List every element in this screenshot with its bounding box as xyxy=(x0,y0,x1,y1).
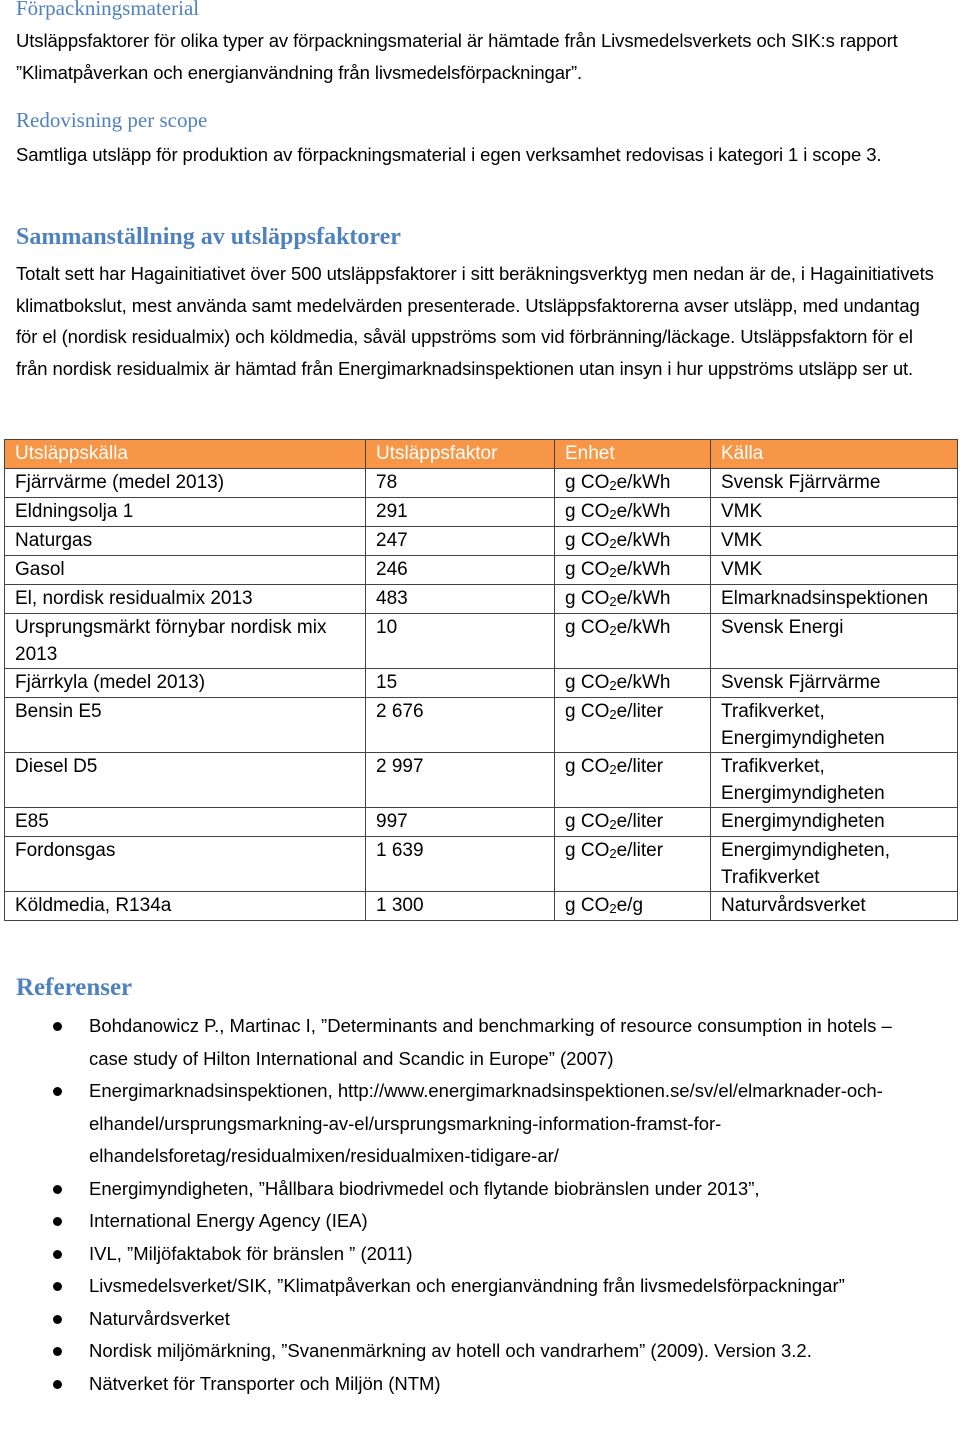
unit-suffix: e/liter xyxy=(616,811,664,832)
cell-unit xyxy=(555,753,711,808)
reference-text: Livsmedelsverket/SIK, ”Klimatpåverkan och energianvändning från livsmedelsförpackningar” xyxy=(89,1275,845,1296)
cell-reference: Trafikverket, Energimyndigheten xyxy=(711,698,958,753)
header-unit: Enhet xyxy=(555,440,711,469)
table-row xyxy=(5,498,958,527)
cell-reference: Svensk Energi xyxy=(711,614,958,669)
cell-unit xyxy=(555,527,711,556)
cell-reference: Trafikverket, Energimyndigheten xyxy=(711,753,958,808)
unit-prefix: g CO xyxy=(565,672,610,693)
cell-factor: 2 997 xyxy=(366,753,555,808)
unit-subscript: 2 xyxy=(609,707,617,722)
unit-suffix: e/kWh xyxy=(616,588,671,609)
unit-suffix: e/kWh xyxy=(616,530,671,551)
table-row xyxy=(5,556,958,585)
cell-source: Bensin E5 xyxy=(5,698,366,753)
reference-text: Energimarknadsinspektionen, http://www.energimarknadsinspektionen.se/sv/el/elmarknader-och-elhandel/ursprungsmarkning-av-el/ursprungsmarkning-information-framst-for-elhandelsforetag/residualmixen/residualmixen-tidigare-ar/ xyxy=(89,1080,883,1166)
cell-unit xyxy=(555,837,711,892)
cell-unit xyxy=(555,698,711,753)
table-row xyxy=(5,614,958,669)
unit-suffix: e/kWh xyxy=(616,559,671,580)
unit-subscript: 2 xyxy=(609,901,617,916)
cell-factor: 246 xyxy=(366,556,555,585)
paragraph-summary: Totalt sett har Hagainitiativet över 500 utsläppsfaktorer i sitt beräkningsverktyg men nedan är de, i Hagainitiativets klimatbokslut, mest använda samt medelvärden presenterade. Utsläppsfaktorerna avser utsläpp, med undantag för el (nordisk residualmix) och köldmedia, såväl uppströms som vid förbränning/läckage. Utsläppsfaktorn för el från nordisk residualmix är hämtad från Energimarknadsinspektionen utan insyn i hur uppströms utsläpp ser ut. xyxy=(16,263,934,379)
cell-unit xyxy=(555,892,711,921)
reference-item xyxy=(0,1238,929,1271)
table-row xyxy=(5,753,958,808)
reference-item xyxy=(0,1368,929,1401)
unit-prefix: g CO xyxy=(565,472,610,493)
unit-prefix: g CO xyxy=(565,559,610,580)
table-row xyxy=(5,469,958,498)
reference-text: Nätverket för Transporter och Miljön (NTM) xyxy=(89,1372,441,1394)
bullet-icon xyxy=(53,1282,62,1291)
reference-item xyxy=(0,1335,929,1368)
unit-subscript: 2 xyxy=(609,762,617,777)
cell-reference: Elmarknadsinspektionen xyxy=(711,585,958,614)
paragraph-packaging: Utsläppsfaktorer för olika typer av förpackningsmaterial är hämtade från Livsmedelsverkets och SIK:s rapport ”Klimatpåverkan och energianvändning från livsmedelsförpackningar”. xyxy=(16,30,898,83)
table-header-row xyxy=(5,440,958,469)
references-list xyxy=(0,1010,960,1400)
header-factor: Utsläppsfaktor xyxy=(366,440,555,469)
cell-reference: VMK xyxy=(711,556,958,585)
cell-factor: 291 xyxy=(366,498,555,527)
unit-subscript: 2 xyxy=(609,536,617,551)
unit-prefix: g CO xyxy=(565,895,610,916)
cell-factor: 2 676 xyxy=(366,698,555,753)
cell-reference: Svensk Fjärrvärme xyxy=(711,669,958,698)
unit-prefix: g CO xyxy=(565,501,610,522)
unit-prefix: g CO xyxy=(565,588,610,609)
reference-item xyxy=(0,1205,929,1238)
cell-unit xyxy=(555,469,711,498)
paragraph-scope: Samtliga utsläpp för produktion av förpackningsmaterial i egen verksamhet redovisas i kategori 1 i scope 3. xyxy=(16,144,882,165)
cell-reference: Energimyndigheten xyxy=(711,808,958,837)
unit-subscript: 2 xyxy=(609,478,617,493)
cell-source: Ursprungsmärkt förnybar nordisk mix 2013 xyxy=(5,614,366,669)
bullet-icon xyxy=(53,1087,62,1096)
unit-subscript: 2 xyxy=(609,507,617,522)
cell-reference: VMK xyxy=(711,498,958,527)
unit-subscript: 2 xyxy=(609,565,617,580)
unit-prefix: g CO xyxy=(565,756,610,777)
unit-prefix: g CO xyxy=(565,617,610,638)
unit-subscript: 2 xyxy=(609,678,617,693)
cell-source: El, nordisk residualmix 2013 xyxy=(5,585,366,614)
cell-source: Diesel D5 xyxy=(5,753,366,808)
unit-suffix: e/kWh xyxy=(616,617,671,638)
unit-prefix: g CO xyxy=(565,530,610,551)
unit-subscript: 2 xyxy=(609,623,617,638)
header-source: Utsläppskälla xyxy=(5,440,366,469)
cell-reference: Energimyndigheten, Trafikverket xyxy=(711,837,958,892)
cell-unit xyxy=(555,556,711,585)
reference-item xyxy=(0,1173,929,1206)
header-reference: Källa xyxy=(711,440,958,469)
table-row xyxy=(5,527,958,556)
unit-suffix: e/g xyxy=(616,895,644,916)
unit-suffix: e/liter xyxy=(616,756,664,777)
cell-source: Fordonsgas xyxy=(5,837,366,892)
unit-subscript: 2 xyxy=(609,846,617,861)
cell-factor: 10 xyxy=(366,614,555,669)
unit-suffix: e/kWh xyxy=(616,672,671,693)
unit-suffix: e/liter xyxy=(616,701,664,722)
cell-source: Eldningsolja 1 xyxy=(5,498,366,527)
reference-text: International Energy Agency (IEA) xyxy=(89,1210,368,1231)
reference-item xyxy=(0,1303,929,1336)
table-row xyxy=(5,892,958,921)
table-row xyxy=(5,808,958,837)
cell-unit xyxy=(555,669,711,698)
reference-text: Naturvårdsverket xyxy=(89,1307,230,1329)
cell-source: E85 xyxy=(5,808,366,837)
bullet-icon xyxy=(53,1250,62,1259)
cell-reference: Svensk Fjärrvärme xyxy=(711,469,958,498)
table-row xyxy=(5,837,958,892)
heading-references: Referenser xyxy=(16,974,133,1001)
heading-packaging: Förpackningsmaterial xyxy=(16,0,200,20)
cell-unit xyxy=(555,614,711,669)
table-row xyxy=(5,585,958,614)
bullet-icon xyxy=(53,1347,62,1356)
cell-factor: 15 xyxy=(366,669,555,698)
reference-text: IVL, ”Miljöfaktabok för bränslen ” (2011) xyxy=(89,1242,413,1264)
bullet-icon xyxy=(53,1315,62,1324)
emission-factors-table xyxy=(4,439,958,921)
cell-reference: VMK xyxy=(711,527,958,556)
cell-factor: 1 300 xyxy=(366,892,555,921)
cell-source: Fjärrkyla (medel 2013) xyxy=(5,669,366,698)
cell-factor: 997 xyxy=(366,808,555,837)
reference-item xyxy=(0,1075,929,1173)
unit-prefix: g CO xyxy=(565,701,610,722)
cell-factor: 483 xyxy=(366,585,555,614)
table-body xyxy=(5,469,958,921)
cell-source: Gasol xyxy=(5,556,366,585)
heading-scope: Redovisning per scope xyxy=(16,108,208,132)
reference-item xyxy=(0,1270,929,1303)
reference-item xyxy=(0,1010,929,1075)
unit-suffix: e/liter xyxy=(616,840,664,861)
bullet-icon xyxy=(53,1380,62,1389)
bullet-icon xyxy=(53,1022,62,1031)
cell-reference: Naturvårdsverket xyxy=(711,892,958,921)
cell-unit xyxy=(555,498,711,527)
cell-factor: 247 xyxy=(366,527,555,556)
reference-text: Energimyndigheten, ”Hållbara biodrivmedel och flytande biobränslen under 2013”, xyxy=(89,1177,760,1199)
cell-unit xyxy=(555,808,711,837)
unit-prefix: g CO xyxy=(565,840,610,861)
reference-text: Nordisk miljömärkning, ”Svanenmärkning av hotell och vandrarhem” (2009). Version 3.2. xyxy=(89,1340,812,1361)
bullet-icon xyxy=(53,1217,62,1226)
cell-factor: 1 639 xyxy=(366,837,555,892)
unit-prefix: g CO xyxy=(565,811,610,832)
cell-source: Naturgas xyxy=(5,527,366,556)
unit-suffix: e/kWh xyxy=(616,472,671,493)
heading-summary: Sammanställning av utsläppsfaktorer xyxy=(16,224,401,250)
unit-suffix: e/kWh xyxy=(616,501,671,522)
table-row xyxy=(5,669,958,698)
cell-unit xyxy=(555,585,711,614)
unit-subscript: 2 xyxy=(609,817,617,832)
unit-subscript: 2 xyxy=(609,594,617,609)
cell-source: Fjärrvärme (medel 2013) xyxy=(5,469,366,498)
reference-text: Bohdanowicz P., Martinac I, ”Determinants and benchmarking of resource consumption in hotels – case study of Hilton International and Scandic in Europe” (2007) xyxy=(89,1015,892,1069)
cell-source: Köldmedia, R134a xyxy=(5,892,366,921)
table-row xyxy=(5,698,958,753)
bullet-icon xyxy=(53,1185,62,1194)
cell-factor: 78 xyxy=(366,469,555,498)
